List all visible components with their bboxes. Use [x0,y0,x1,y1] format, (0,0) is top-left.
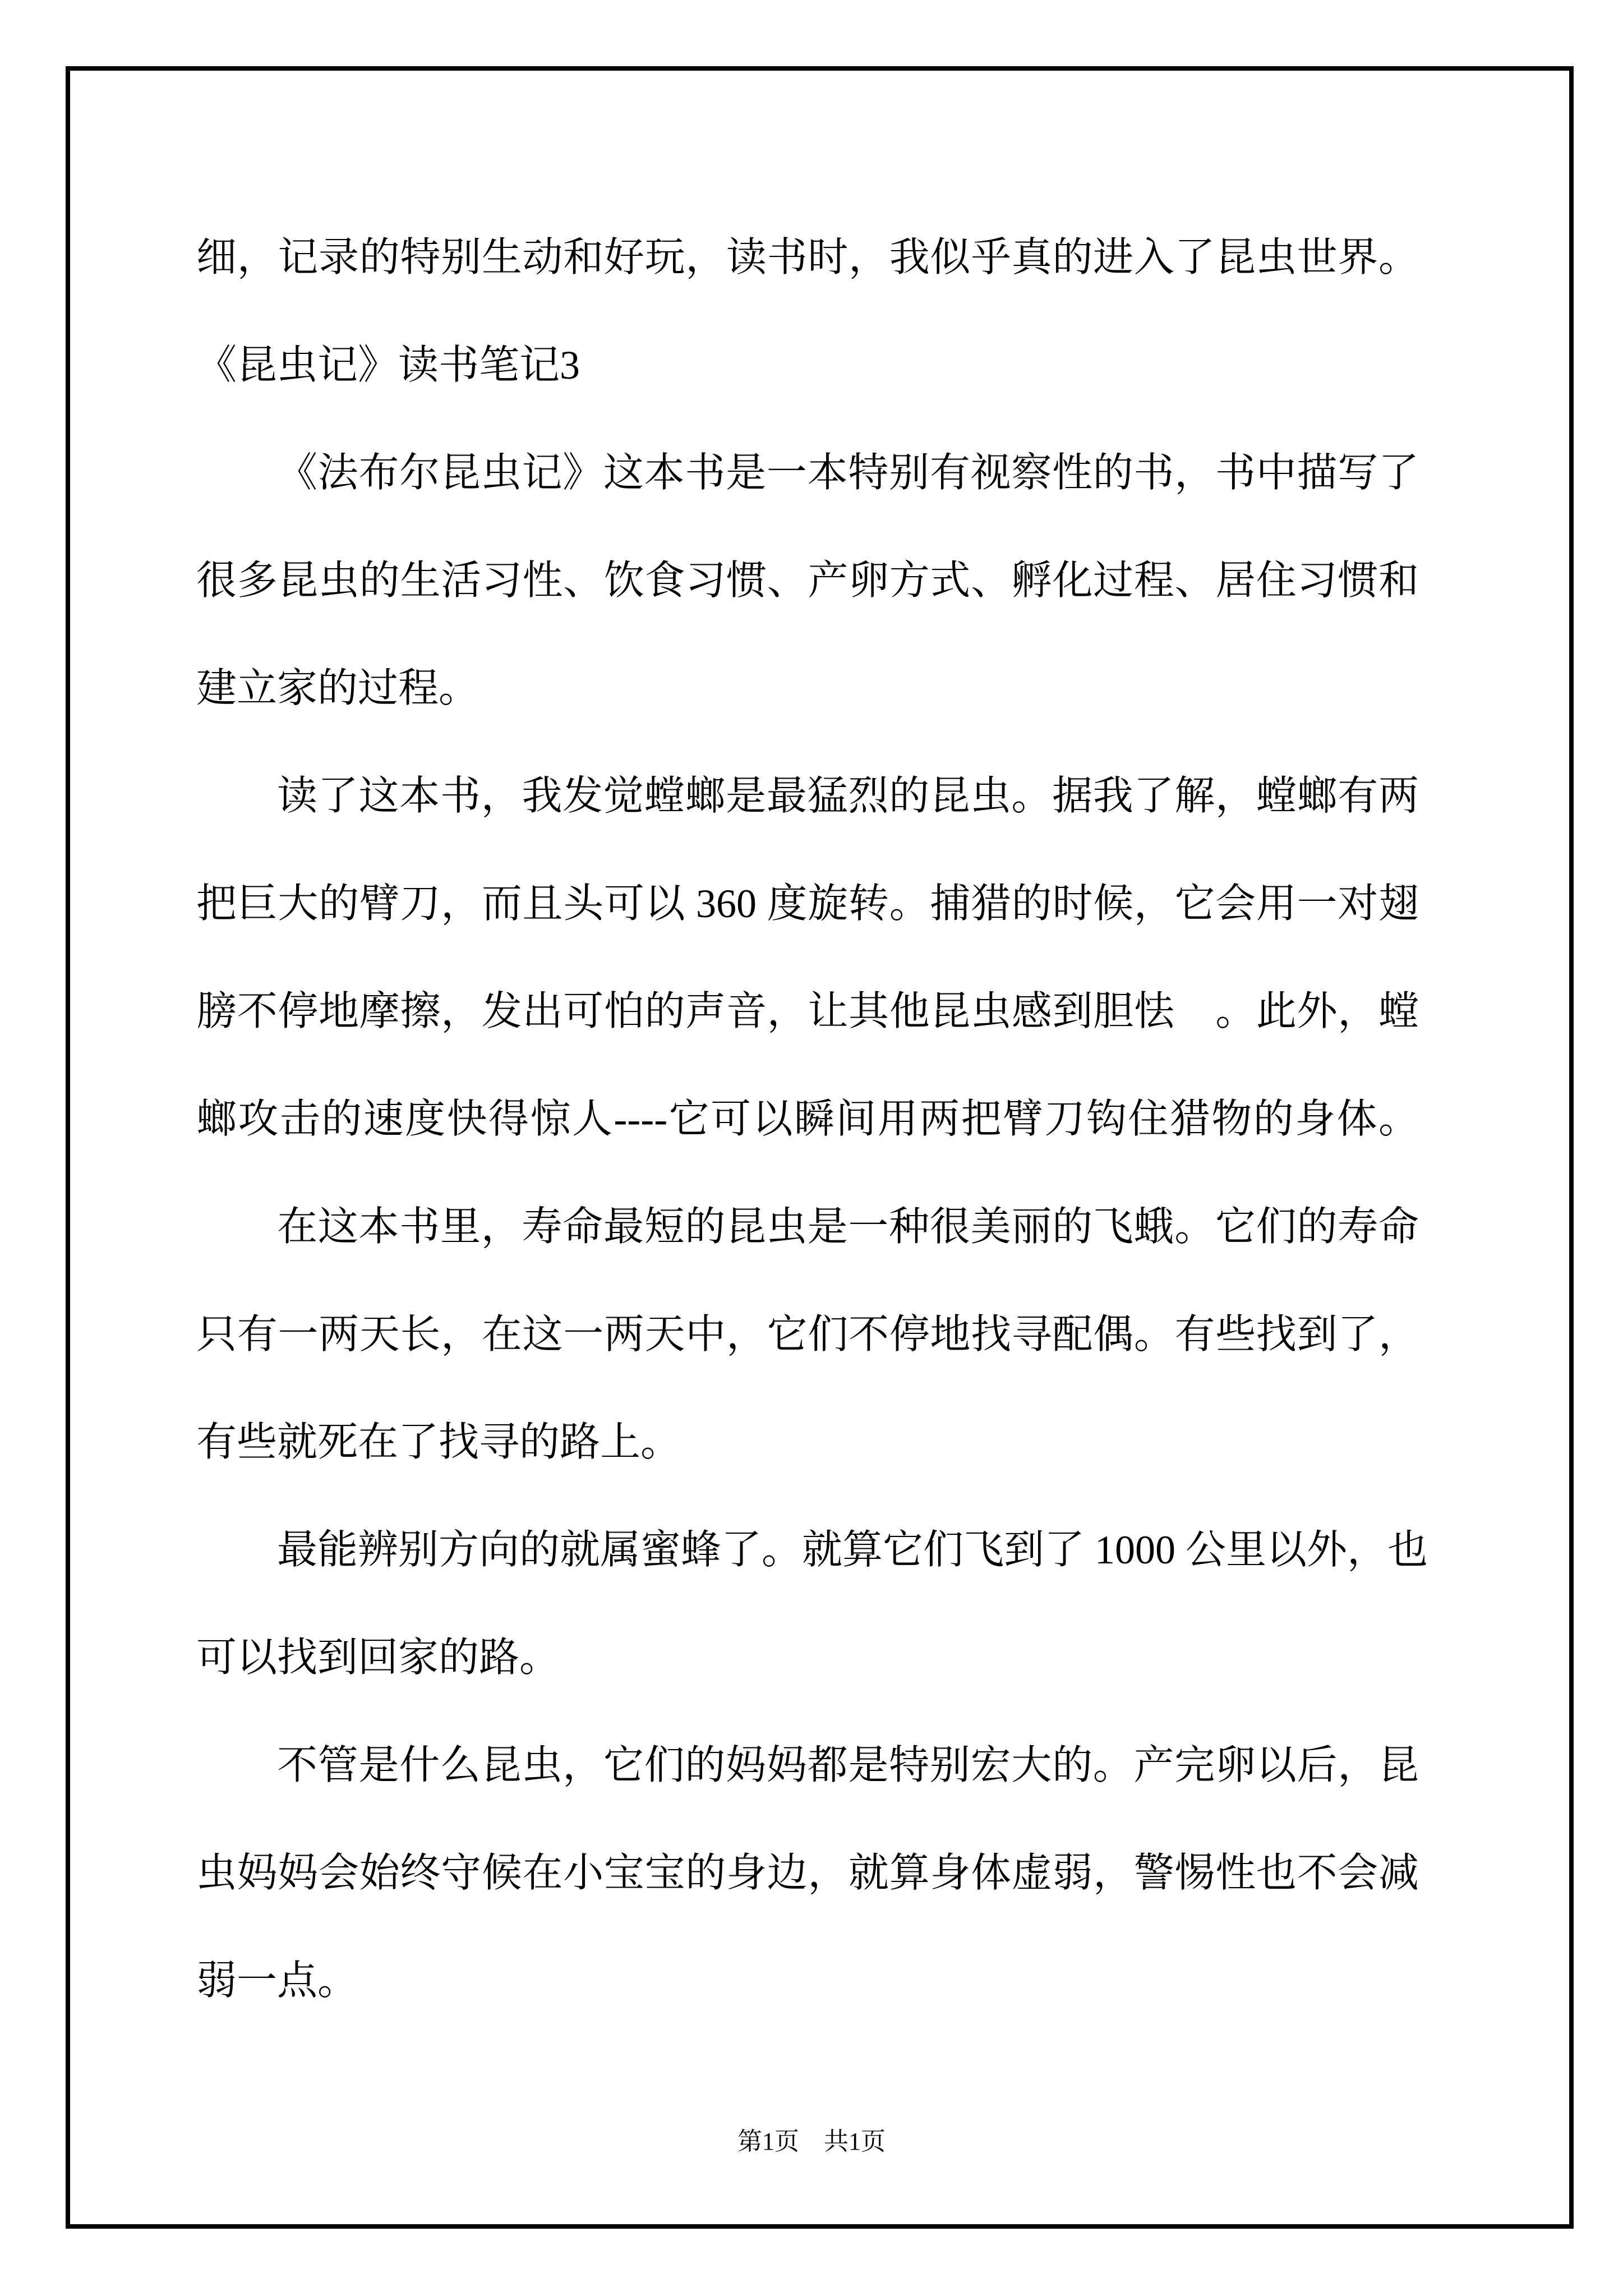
text-line: 《昆虫记》读书笔记3 [196,343,580,388]
text-line: 最能辨别方向的就属蜜蜂了。就算它们飞到了 1000 公里以外，也 [277,1527,1428,1572]
text-line: 只有一两天长，在这一两天中，它们不停地找寻配偶。有些找到了， [196,1312,1419,1357]
text-line: 读了这本书，我发觉螳螂是最猛烈的昆虫。据我了解，螳螂有两 [277,774,1419,818]
page-number-footer: 第1页 共1页 [737,2128,886,2155]
text-line: 《法布尔昆虫记》这本书是一本特别有视察性的书，书中描写了 [277,450,1419,495]
text-line: 不管是什么昆虫，它们的妈妈都是特别宏大的。产完卵以后，昆 [277,1743,1419,1788]
document-body [196,204,1428,2035]
text-line: 有些就死在了找寻的路上。 [196,1420,681,1465]
text-line: 膀不停地摩擦，发出可怕的声音，让其他昆虫感到胆怯 。此外，螳 [196,989,1419,1034]
text-line: 把巨大的臂刀，而且头可以 360 度旋转。捕猎的时候，它会用一对翅 [196,881,1419,926]
text-line: 虫妈妈会始终守候在小宝宝的身边，就算身体虚弱，警惕性也不会减 [196,1851,1419,1895]
text-line: 弱一点。 [196,1958,358,2003]
text-line: 很多昆虫的生活习性、饮食习惯、产卵方式、孵化过程、居住习惯和 [196,558,1419,603]
text-line: 细，记录的特别生动和好玩，读书时，我似乎真的进入了昆虫世界。 [196,235,1419,280]
text-line: 在这本书里，寿命最短的昆虫是一种很美丽的飞蛾。它们的寿命 [277,1204,1419,1249]
text-line: 螂攻击的速度快得惊人----它可以瞬间用两把臂刀钩住猎物的身体。 [196,1097,1419,1142]
text-line: 可以找到回家的路。 [196,1635,560,1680]
text-line: 建立家的过程。 [196,666,479,711]
